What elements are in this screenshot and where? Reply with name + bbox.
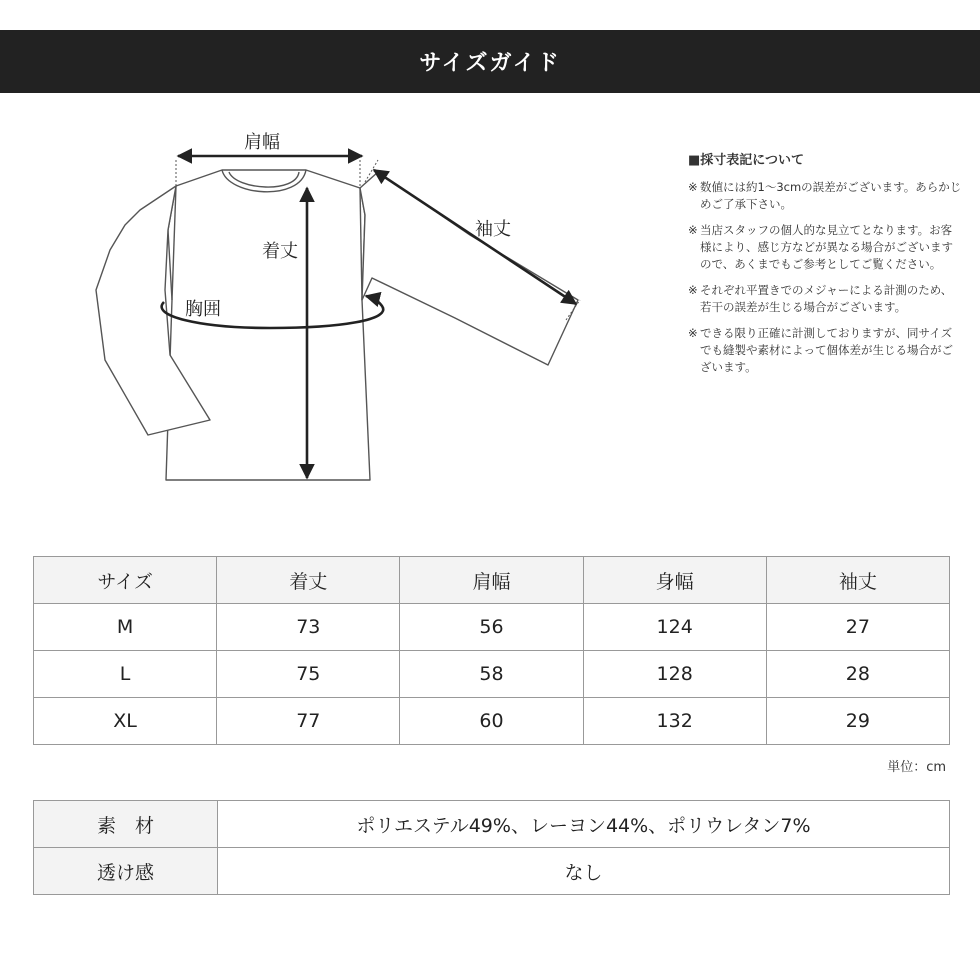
chest-label: 胸囲 (185, 299, 221, 320)
shirt-illustration (0, 100, 660, 520)
cell-width: 124 (583, 604, 766, 651)
note-mark: ※ (688, 283, 698, 297)
header-size: サイズ (34, 557, 217, 604)
size-table-header-row (34, 557, 950, 604)
note-item (688, 282, 963, 316)
cell-length: 73 (217, 604, 400, 651)
note-mark: ※ (688, 326, 698, 340)
cell-shoulder: 56 (400, 604, 583, 651)
note-text: できる限り正確に計測しておりますが、同サイズでも縫製や素材によって個体差が生じる場合がございます。 (700, 326, 953, 374)
page-header (0, 30, 980, 93)
cell-length: 75 (217, 651, 400, 698)
sleeve-label: 袖丈 (475, 219, 511, 240)
cell-size: XL (34, 698, 217, 745)
transparency-key: 透け感 (34, 848, 218, 895)
page-title: サイズガイド (419, 51, 561, 76)
note-item (688, 222, 963, 273)
header-length: 着丈 (217, 557, 400, 604)
cell-sleeve: 28 (766, 651, 949, 698)
cell-width: 128 (583, 651, 766, 698)
material-key: 素 材 (34, 801, 218, 848)
note-text: 数値には約1〜3cmの誤差がございます。あらかじめご了承下さい。 (700, 180, 962, 211)
note-text: それぞれ平置きでのメジャーによる計測のため、若干の誤差が生じる場合がございます。 (700, 283, 953, 314)
cell-size: L (34, 651, 217, 698)
cell-size: M (34, 604, 217, 651)
table-row (34, 848, 950, 895)
measurement-diagram (0, 100, 660, 520)
transparency-value: なし (218, 848, 950, 895)
note-item (688, 325, 963, 376)
note-item (688, 179, 963, 213)
table-row (34, 604, 950, 651)
unit-label: 単位：cm (887, 760, 946, 775)
cell-width: 132 (583, 698, 766, 745)
material-table (33, 800, 950, 895)
note-mark: ※ (688, 180, 698, 194)
table-row (34, 801, 950, 848)
measurement-notes (688, 152, 963, 385)
cell-sleeve: 27 (766, 604, 949, 651)
note-text: 当店スタッフの個人的な見立てとなります。お客様により、感じ方などが異なる場合がございますので、あくまでもご参考としてご覧ください。 (700, 223, 953, 271)
note-mark: ※ (688, 223, 698, 237)
material-value: ポリエステル49%、レーヨン44%、ポリウレタン7% (218, 801, 950, 848)
header-width: 身幅 (583, 557, 766, 604)
cell-shoulder: 58 (400, 651, 583, 698)
size-table (33, 556, 950, 745)
header-sleeve: 袖丈 (766, 557, 949, 604)
cell-length: 77 (217, 698, 400, 745)
shoulder-label: 肩幅 (244, 132, 280, 153)
cell-shoulder: 60 (400, 698, 583, 745)
header-shoulder: 肩幅 (400, 557, 583, 604)
table-row (34, 651, 950, 698)
length-label: 着丈 (262, 241, 298, 262)
cell-sleeve: 29 (766, 698, 949, 745)
notes-title: ■採寸表記について (688, 153, 805, 168)
table-row (34, 698, 950, 745)
